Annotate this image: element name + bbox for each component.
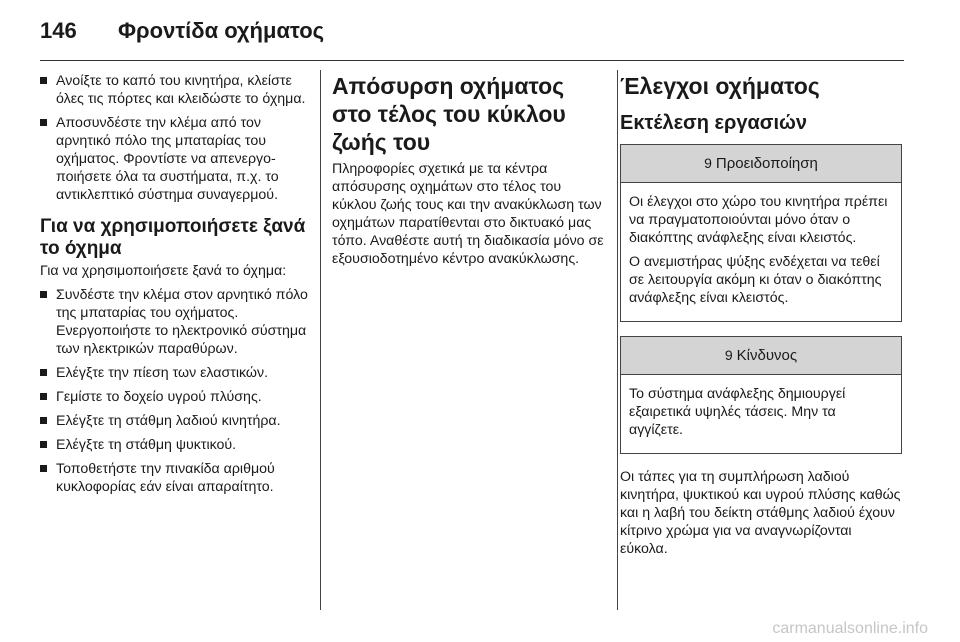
page-number: 146 [40, 18, 77, 43]
page-title: Φροντίδα οχήματος [118, 18, 325, 43]
warning-box [620, 144, 902, 322]
column-left [40, 72, 308, 502]
bullet-square-icon [40, 77, 47, 84]
warning-box-title: 9 Προειδοποίηση [621, 145, 901, 183]
list-item: Ελέγξτε τη στάθμη ψυκτικού. [40, 436, 308, 454]
bullet-square-icon [40, 441, 47, 448]
danger-text: Το σύστημα ανάφλεξης δημιουργεί εξαιρετικά υψηλές τάσεις. Μην τα αγγίζετε. [629, 386, 846, 438]
bullet-square-icon [40, 119, 47, 126]
warning-symbol-icon: 9 [704, 155, 712, 171]
list-item: Τοποθετήστε την πινακίδα αριθμού κυκλοφορίας εάν είναι απαραίτητο. [40, 460, 308, 496]
danger-box-body [621, 375, 901, 453]
section-heading-disposal: Απόσυρση οχήματος στο τέλος του κύκλου ζωής του [332, 73, 566, 155]
section-heading-checks: Έλεγχοι οχήματος [620, 73, 820, 99]
storage-steps-list [40, 72, 308, 204]
page-header [40, 18, 324, 52]
column-divider [320, 70, 321, 610]
list-item: Γεμίστε το δοχείο υγρού πλύσης. [40, 388, 308, 406]
warning-text: Οι έλεγχοι στο χώρο του κινητήρα πρέπει να πραγματοποιούνται μόνο όταν ο διακόπτης ανάφλεξης είναι κλειστός. [629, 194, 888, 246]
bullet-square-icon [40, 465, 47, 472]
subsection-heading-work: Εκτέλεση εργασιών [620, 112, 808, 134]
reuse-intro: Για να χρησιμοποιήσετε ξανά το όχημα: [40, 263, 287, 279]
danger-box-title: 9 Κίνδυνος [621, 337, 901, 375]
section-heading-reuse: Για να χρησιμοποιήσετε ξανά το όχημα [40, 216, 306, 259]
header-divider [40, 60, 904, 61]
list-item: Ελέγξτε τη στάθμη λαδιού κινητήρα. [40, 412, 308, 430]
column-middle [332, 72, 604, 274]
list-item: Συνδέστε την κλέμα στον αρνητικό πόλο της μπαταρίας του οχήματος. Ενεργοποιήστε το ηλεκτρονικό σύστημα των ηλεκτρικών παραθύρων. [40, 286, 308, 358]
bullet-square-icon [40, 291, 47, 298]
list-item: Ανοίξτε το καπό του κινητήρα, κλείστε όλες τις πόρτες και κλειδώστε το όχημα. [40, 72, 308, 108]
reuse-steps-list [40, 286, 308, 496]
warning-box-body [621, 183, 901, 321]
fill-caps-text: Οι τάπες για τη συμπλήρωση λαδιού κινητήρα, ψυκτικού και υγρού πλύσης καθώς και η λαβή του δείκτη στάθμης λαδιού έχουν κίτρινο χρώμα για να αναγνωρίζονται εύκολα. [620, 469, 901, 557]
bullet-square-icon [40, 369, 47, 376]
list-item: Αποσυνδέστε την κλέμα από τον αρνητικό πόλο της μπαταρίας του οχήματος. Φροντίστε να απενεργοποιήσετε όλα τα συστήματα, π.χ. το αντικλεπτικό σύστημα συναγερμού. [40, 114, 308, 204]
danger-box [620, 336, 902, 454]
danger-symbol-icon: 9 [724, 347, 733, 363]
warning-text: Ο ανεμιστήρας ψύξης ενδέχεται να τεθεί σε λειτουργία ακόμη κι όταν ο διακόπτης ανάφλεξης είναι κλειστός. [629, 254, 882, 306]
bullet-square-icon [40, 417, 47, 424]
list-item: Ελέγξτε την πίεση των ελαστικών. [40, 364, 308, 382]
bullet-square-icon [40, 393, 47, 400]
disposal-text: Πληροφορίες σχετικά με τα κέντρα απόσυρσης οχημάτων στο τέλος του κύκλου ζωής τους και την ανακύκλωση των οχημάτων παρατίθενται στο δικτυακό μας τόπο. Αναθέστε αυτή τη διαδικασία μόνο σε εξουσιοδοτημένο κέντρο ανακύκλωσης. [332, 161, 604, 267]
column-right [620, 72, 902, 564]
column-divider [617, 70, 618, 610]
watermark: carmanualsonline.info [772, 620, 928, 637]
